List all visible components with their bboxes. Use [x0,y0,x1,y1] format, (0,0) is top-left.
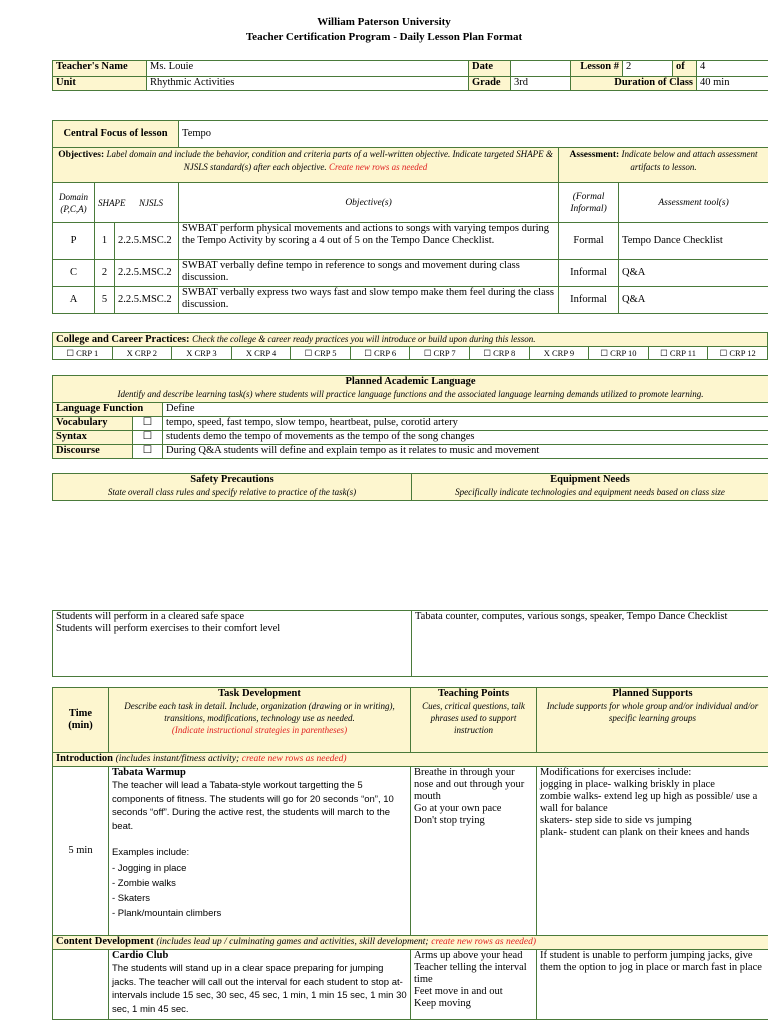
safety-header-table [52,473,768,501]
grade-label: Grade [469,77,511,91]
formal-cell: Formal [559,223,619,260]
safety-rule: Students will perform in a cleared safe space [56,611,245,622]
domain-cell: A [53,287,95,314]
grade-value: 3rd [511,77,571,91]
intro-examples-label: Examples include: [112,847,190,858]
objectives-table [52,120,768,314]
syntax-checkbox[interactable]: ☐ [133,431,163,445]
content-dev-red-note: create new rows as needed) [431,937,537,947]
intro-teaching-point: Breathe in through your nose and out through your mouth [414,767,525,802]
formal-cell: Informal [559,260,619,287]
equipment-subtitle: Specifically indicate technologies and equipment needs based on class size [455,487,725,497]
content-task-title: Cardio Club [112,950,169,961]
intro-support: jogging in place- walking briskly in place [540,779,715,790]
formal-cell: Informal [559,287,619,314]
objective-row [53,260,768,287]
domain-cell: P [53,223,95,260]
program-title: Teacher Certification Program - Daily Lesson Plan Format [245,31,523,43]
teacher-name: Ms. Louie [147,61,469,77]
crp-checkbox[interactable]: ☐ CRP 6 [350,347,410,360]
central-focus-label: Central Focus of lesson [53,121,179,148]
task-dev-red-note: (Indicate instructional strategies in parentheses) [171,725,348,735]
intro-teaching-point: Don't stop trying [414,815,485,826]
assessment-instructions: Indicate below and attach assessment artifacts to lesson. [621,149,758,172]
crp-checkbox[interactable]: ☐ CRP 7 [410,347,470,360]
shape-cell: 5 [95,287,115,314]
crp-table [52,332,768,360]
equipment-value: Tabata counter, computes, various songs, speaker, Tempo Dance Checklist [412,611,768,677]
date-label: Date [469,61,511,77]
of-label: of [673,61,697,77]
planned-supports-subtitle: Include supports for whole group and/or individual and/or specific learning groups [546,701,759,723]
crp-checkbox[interactable]: ☐ CRP 1 [53,347,113,360]
syntax-label: Syntax [53,431,133,445]
unit-value: Rhythmic Activities [147,77,469,91]
tool-cell: Q&A [619,287,768,314]
safety-content-table [52,610,768,677]
content-dev-note: (includes lead up / culminating games and activities, skill development; [156,937,429,947]
equipment-title: Equipment Needs [550,474,630,485]
tool-cell: Tempo Dance Checklist [619,223,768,260]
content-dev-label: Content Development [56,936,154,947]
col-domain: Domain (P,C,A) [53,183,95,223]
task-table [52,687,768,1020]
discourse-value: During Q&A students will define and explain tempo as it relates to music and movement [163,445,768,459]
language-title: Planned Academic Language [345,376,476,387]
col-objective: Objective(s) [179,183,559,223]
intro-task-title: Tabata Warmup [112,767,186,778]
content-support: If student is unable to perform jumping jacks, give them the option to jog in place or march fast in place [537,950,768,1020]
language-function-label: Language Function [53,403,163,417]
intro-example: - Skaters [112,893,151,904]
planned-supports-title: Planned Supports [612,688,693,699]
crp-checkbox[interactable]: X CRP 3 [172,347,232,360]
duration-label: Duration of Class [571,77,697,91]
info-table [52,60,768,91]
content-teaching-point: Feet move in and out [414,986,503,997]
intro-support: skaters- step side to side vs jumping [540,815,692,826]
crp-checkbox[interactable]: ☐ CRP 12 [708,347,768,360]
discourse-label: Discourse [53,445,133,459]
teaching-points-title: Teaching Points [437,688,510,699]
introduction-red-note: create new rows as needed) [241,754,347,764]
objectives-red-note: Create new rows as needed [328,162,428,172]
col-shape: SHAPE [98,197,126,208]
teaching-points-subtitle: Cues, critical questions, talk phrases used to support instruction [422,701,525,735]
objective-cell: SWBAT perform physical movements and actions to songs with varying tempos during the Tempo Activity by scoring a 4 out of 5 on the Tempo Dance Checklist. [179,223,559,260]
vocabulary-value: tempo, speed, fast tempo, slow tempo, heartbeat, pulse, corotid artery [163,417,768,431]
introduction-note: (includes instant/fitness activity; [115,754,240,764]
assessment-label: Assessment: [569,150,620,160]
objectives-instructions: Label domain and include the behavior, condition and criteria parts of a well-written objective. Indicate targeted SHAPE & NJSLS standard(s) after each objective. [106,149,553,172]
crp-checkbox[interactable]: ☐ CRP 11 [648,347,708,360]
lesson-value: 2 [623,61,673,77]
njsls-cell: 2.2.5.MSC.2 [115,260,179,287]
intro-support: plank- student can plank on their knees and hands [540,827,750,838]
shape-cell: 1 [95,223,115,260]
duration-value: 40 min [697,77,768,91]
crp-instructions: Check the college & career ready practices you will introduce or build upon during this lesson. [192,334,536,344]
language-function-value: Define [163,403,768,417]
central-focus-value: Tempo [179,121,768,148]
syntax-value: students demo the tempo of movements as the tempo of the song changes [163,431,768,445]
intro-support: zombie walks- extend leg up high as possible/ use a wall for balance [540,791,758,814]
unit-label: Unit [53,77,147,91]
crp-checkbox[interactable]: X CRP 4 [231,347,291,360]
task-dev-title: Task Development [218,688,301,699]
safety-subtitle: State overall class rules and specify relative to practice of the task(s) [107,487,357,497]
intro-support: Modifications for exercises include: [540,767,692,778]
crp-label: College and Career Practices: [56,334,190,345]
crp-checkbox[interactable]: X CRP 2 [112,347,172,360]
date-value [511,61,571,77]
discourse-checkbox[interactable]: ☐ [133,445,163,459]
crp-checkbox[interactable]: ☐ CRP 10 [589,347,649,360]
task-dev-subtitle: Describe each task in detail. Include, organization (drawing or in writing), transitions, modifications, technology use as needed. [124,701,395,723]
tool-cell: Q&A [619,260,768,287]
content-teaching-point: Keep moving [414,998,471,1009]
njsls-cell: 2.2.5.MSC.2 [115,287,179,314]
content-teaching-point: Teacher telling the interval time [414,962,527,985]
objective-cell: SWBAT verbally express two ways fast and slow tempo make them feel during the class discussion. [179,287,559,314]
njsls-cell: 2.2.5.MSC.2 [115,223,179,260]
vocabulary-label: Vocabulary [53,417,133,431]
lesson-total: 4 [697,61,768,77]
time-header: Time (min) [53,688,109,753]
university-title: William Paterson University [317,16,451,28]
objective-row [53,223,768,260]
domain-cell: C [53,260,95,287]
intro-example: - Zombie walks [112,878,176,889]
col-formal: (Formal Informal) [559,183,619,223]
crp-checkbox[interactable]: ☐ CRP 8 [470,347,530,360]
objective-row [53,287,768,314]
objectives-label: Objectives: [58,150,105,160]
language-subtitle: Identify and describe learning task(s) where students will practice language functions and the associated language learning demands utilized to promote learning. [117,389,704,399]
content-teaching-point: Arms up above your head [414,950,523,961]
academic-language-table [52,375,768,459]
intro-example: - Plank/mountain climbers [112,908,222,919]
intro-example: - Jogging in place [112,863,187,874]
intro-teaching-point: Go at your own pace [414,803,502,814]
safety-title: Safety Precautions [190,474,274,485]
content-task-body: The students will stand up in a clear space preparing for jumping jacks. The teacher will call out the interval for each student to stop at- intervals include 15 sec, 30 sec, 45 sec, 1 min, 1 min 15 sec, 1 min 30 sec, 1 min 45 sec. [112,963,407,1015]
col-assessment-tool: Assessment tool(s) [619,183,768,223]
intro-task-body: The teacher will lead a Tabata-style workout targetting the 5 components of fitness. The students will go for 20 seconds “on”, 10 seconds “off”. During the active rest, the students will march to the beat. [112,780,394,832]
introduction-label: Introduction [56,753,113,764]
vocabulary-checkbox[interactable]: ☐ [133,417,163,431]
objective-cell: SWBAT verbally define tempo in reference to songs and movement during class discussion. [179,260,559,287]
col-njsls: NJSLS [139,197,164,208]
crp-checkbox[interactable]: X CRP 9 [529,347,589,360]
shape-cell: 2 [95,260,115,287]
crp-checkbox[interactable]: ☐ CRP 5 [291,347,351,360]
intro-time: 5 min [53,767,109,936]
safety-rule: Students will perform exercises to their comfort level [56,623,281,634]
lesson-label: Lesson # [571,61,623,77]
teacher-label: Teacher's Name [53,61,147,77]
